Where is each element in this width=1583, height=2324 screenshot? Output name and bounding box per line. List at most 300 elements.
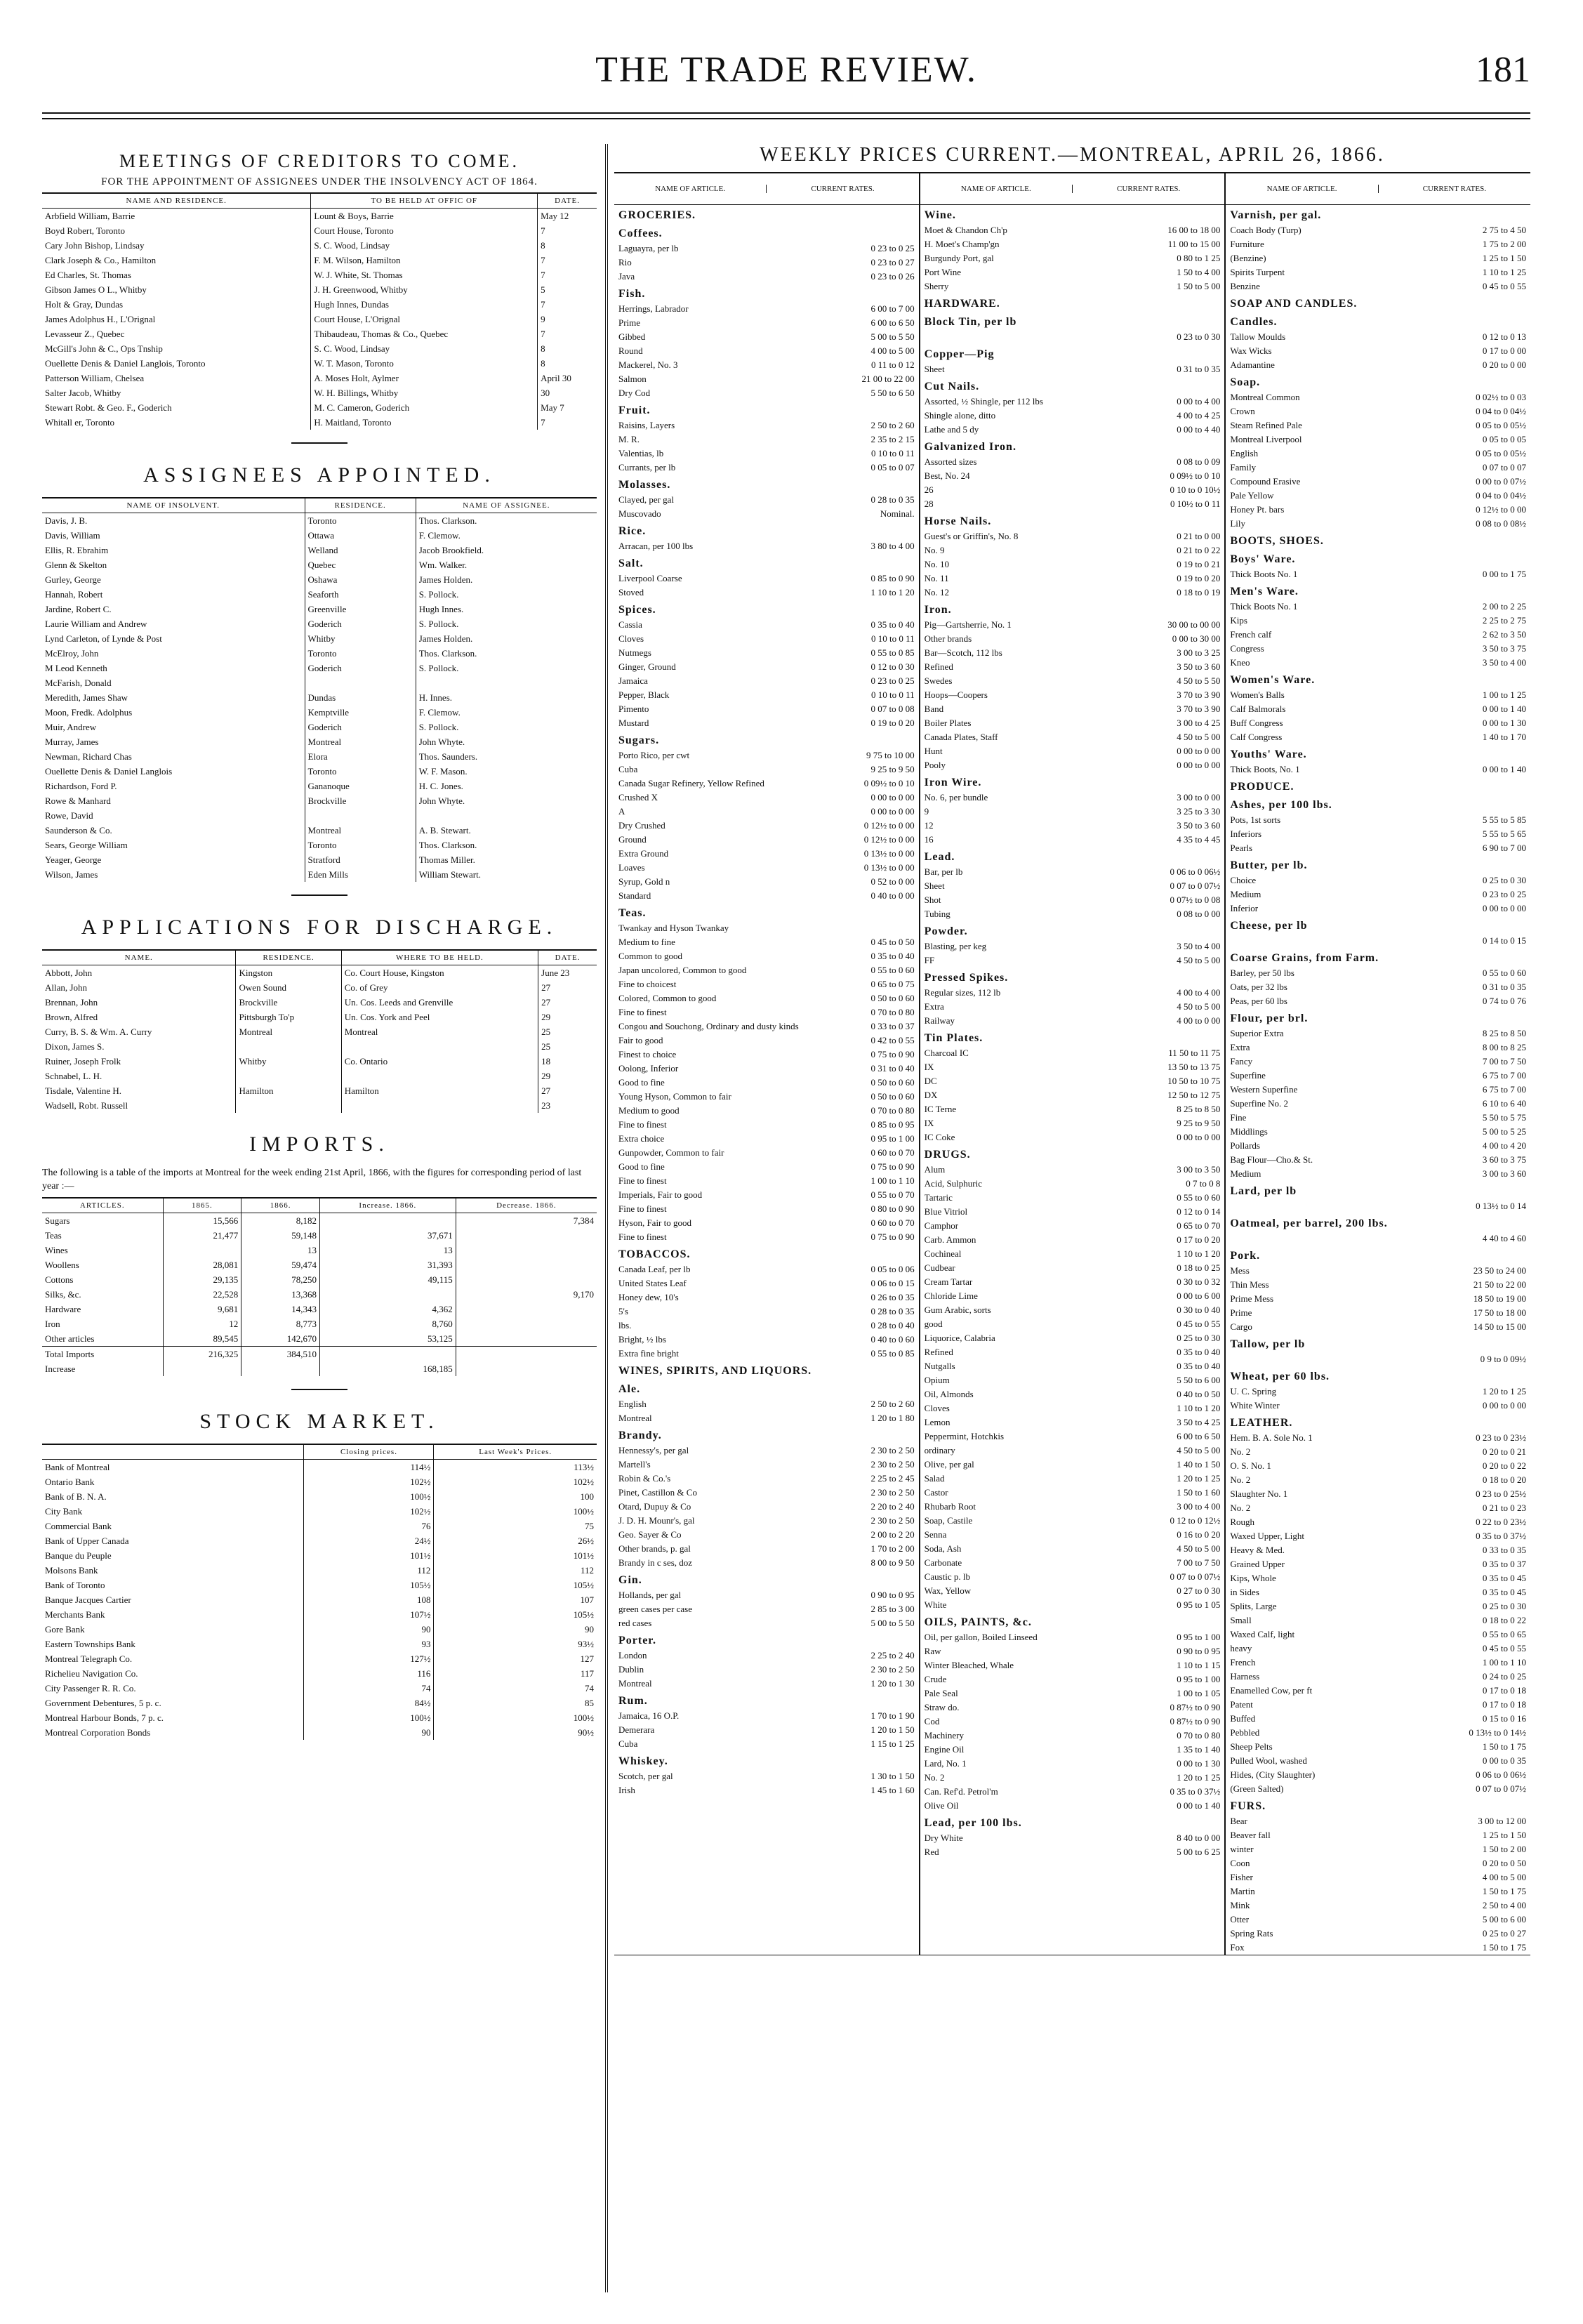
stock-cell: 74	[434, 1681, 597, 1696]
price-item-rate: 8 00 to 8 25	[1482, 1042, 1527, 1052]
table-row	[42, 1474, 597, 1489]
price-item-name: Canada Leaf, per lb	[618, 1264, 691, 1274]
assignees-cell: Gurley, George	[45, 574, 101, 585]
price-item	[614, 646, 919, 660]
price-item-rate: 0 00 to 0 00	[1177, 1132, 1221, 1142]
price-item-rate: 0 23 to 0 30	[1177, 331, 1221, 342]
stock-cell: Banque du Peuple	[45, 1550, 112, 1561]
price-item-name: Rio	[618, 257, 632, 268]
price-item-name: Benzine	[1230, 281, 1260, 291]
imports-cell: 4,362	[319, 1302, 456, 1316]
price-item-name: Raw	[924, 1646, 941, 1656]
price-item	[614, 1146, 919, 1160]
price-item-name: Fine to finest	[618, 1203, 667, 1214]
price-item	[920, 1584, 1225, 1598]
price-item-name: Charcoal IC	[924, 1048, 969, 1058]
imports-cell: 31,393	[319, 1257, 456, 1272]
meetings-cell: H. Maitland, Toronto	[311, 415, 538, 430]
discharge-cell: Pittsburgh To'p	[236, 1010, 341, 1024]
meetings-cell: 8	[538, 238, 597, 253]
price-item	[1226, 980, 1530, 994]
divider	[291, 442, 347, 444]
price-item	[920, 483, 1225, 497]
price-item-name: Common to good	[618, 951, 683, 961]
price-category: Copper—Pig	[924, 348, 995, 360]
price-item-rate: 0 20 to 0 00	[1482, 359, 1527, 370]
price-item	[1226, 1712, 1530, 1726]
price-item-name: Mackerel, No. 3	[618, 359, 678, 370]
price-item	[1226, 1167, 1530, 1181]
price-item-name: Montreal Liverpool	[1230, 434, 1302, 444]
stock-cell: 26½	[434, 1533, 597, 1548]
price-item-rate: 0 50 to 0 60	[870, 1077, 915, 1088]
assignees-cell: Muir, Andrew	[45, 722, 97, 732]
price-item-name: Camphor	[924, 1220, 959, 1231]
price-item-rate: 0 65 to 0 75	[870, 979, 915, 989]
price-item-rate: 0 06 to 0 06½	[1476, 1769, 1527, 1780]
price-item-rate: 3 00 to 3 50	[1177, 1164, 1221, 1175]
price-item-rate: 0 23 to 0 25½	[1476, 1488, 1527, 1499]
imports-increase-label: Increase	[45, 1364, 76, 1374]
price-item-rate: 1 25 to 1 50	[1482, 253, 1527, 263]
assignees-cell: Wm. Walker.	[416, 557, 597, 572]
price-item-name: Assorted, ½ Shingle, per 112 lbs	[924, 396, 1043, 407]
stock-cell: 90	[304, 1622, 434, 1637]
price-item-rate: 0 00 to 1 40	[1177, 1800, 1221, 1811]
price-item	[614, 748, 919, 762]
discharge-cell: Montreal	[236, 1024, 341, 1039]
price-item-name: IX	[924, 1062, 934, 1072]
price-item-rate: 0 55 to 0 85	[870, 647, 915, 658]
price-item	[1226, 642, 1530, 656]
price-item	[614, 507, 919, 521]
price-item-name: Hides, (City Slaughter)	[1230, 1769, 1316, 1780]
stock-cell: 127½	[304, 1651, 434, 1666]
discharge-cell: Ruiner, Joseph Frolk	[45, 1056, 121, 1067]
price-item-rate: 0 19 to 0 21	[1177, 559, 1221, 569]
assignees-cell: Davis, J. B.	[45, 515, 88, 526]
price-item	[920, 1729, 1225, 1743]
price-item	[920, 1672, 1225, 1686]
price-item-rate: 0 35 to 0 40	[1177, 1361, 1221, 1371]
price-item-rate: 9 75 to 10 00	[866, 750, 915, 760]
price-item	[920, 1514, 1225, 1528]
price-item-rate: 0 18 to 0 25	[1177, 1262, 1221, 1273]
stock-cell: 112	[434, 1563, 597, 1578]
stock-cell: 76	[304, 1519, 434, 1533]
price-category: Coarse Grains, from Farm.	[1230, 952, 1379, 964]
price-item	[1226, 1754, 1530, 1768]
table-row	[42, 1696, 597, 1710]
discharge-cell: Owen Sound	[236, 980, 341, 995]
price-item-rate: 6 75 to 7 00	[1482, 1070, 1527, 1081]
discharge-cell	[341, 1039, 538, 1054]
price-item-rate: 1 00 to 1 10	[1482, 1657, 1527, 1668]
price-item-rate: 0 42 to 0 55	[870, 1035, 915, 1045]
price-item	[920, 1686, 1225, 1701]
price-item-rate: 0 17 to 0 18	[1482, 1699, 1527, 1710]
price-item-rate: 0 90 to 0 95	[870, 1590, 915, 1600]
price-category: SOAP AND CANDLES.	[1230, 298, 1358, 310]
price-item-name: Japan uncolored, Common to good	[618, 965, 747, 975]
discharge-cell: Abbott, John	[45, 968, 93, 978]
price-item-name: Enamelled Cow, per ft	[1230, 1685, 1313, 1696]
stock-cell: 116	[304, 1666, 434, 1681]
stock-cell: Bank of Upper Canada	[45, 1536, 129, 1546]
price-item-name: Calf Congress	[1230, 732, 1283, 742]
price-item	[614, 1276, 919, 1290]
table-row	[42, 1710, 597, 1725]
price-item	[920, 632, 1225, 646]
assignees-cell: H. C. Jones.	[416, 779, 597, 793]
price-category: Powder.	[924, 925, 968, 937]
table-row	[42, 1622, 597, 1637]
price-item	[920, 1275, 1225, 1289]
price-item-name: Imperials, Fair to good	[618, 1189, 703, 1200]
price-item-rate: 0 00 to 0 00	[1177, 746, 1221, 756]
imports-cell: 8,773	[241, 1316, 320, 1331]
price-item-rate: 0 17 to 0 20	[1177, 1234, 1221, 1245]
imports-cell: 15,566	[163, 1213, 241, 1229]
price-item-name: Mink	[1230, 1900, 1250, 1910]
table-row	[42, 1213, 597, 1229]
price-item-rate: 1 50 to 1 75	[1482, 1942, 1527, 1953]
table-row	[42, 646, 597, 661]
price-item-rate: 0 21 to 0 00	[1177, 531, 1221, 541]
price-item	[614, 1333, 919, 1347]
stock-cell: Commercial Bank	[45, 1521, 112, 1531]
price-item-name: M. R.	[618, 434, 640, 444]
price-item-name: Assorted sizes	[924, 456, 977, 467]
price-item-rate: 0 07 to 0 08	[870, 704, 915, 714]
price-item-name: Peas, per 60 lbs	[1230, 996, 1287, 1006]
price-item	[614, 777, 919, 791]
table-row	[42, 1651, 597, 1666]
price-item-rate: 1 45 to 1 60	[870, 1785, 915, 1795]
price-item-rate: 3 00 to 4 25	[1177, 718, 1221, 728]
price-item-rate: 1 20 to 1 30	[870, 1678, 915, 1689]
price-item	[920, 744, 1225, 758]
imports-cell: Cottons	[45, 1274, 74, 1285]
price-item	[614, 1737, 919, 1751]
price-item	[614, 1090, 919, 1104]
price-item	[1226, 237, 1530, 251]
table-row	[42, 1592, 597, 1607]
meetings-cell: Clark Joseph & Co., Hamilton	[45, 255, 157, 265]
stock-cell: 100½	[304, 1710, 434, 1725]
imports-cell	[456, 1228, 597, 1243]
price-item-name: Small	[1230, 1615, 1252, 1625]
price-item-name: Dublin	[618, 1664, 644, 1675]
price-item-name: O. S. No. 1	[1230, 1460, 1271, 1471]
imports-total-label: Total Imports	[45, 1349, 95, 1359]
imports-cell: 78,250	[241, 1272, 320, 1287]
price-item	[1226, 1125, 1530, 1139]
discharge-cell	[236, 1098, 341, 1113]
price-item	[1226, 1642, 1530, 1656]
price-item-rate: 4 00 to 4 20	[1482, 1140, 1527, 1151]
price-item-name: Gunpowder, Common to fair	[618, 1147, 724, 1158]
discharge-cell: Un. Cos. Leeds and Grenville	[341, 995, 538, 1010]
stock-cell: City Passenger R. R. Co.	[45, 1683, 136, 1694]
price-item	[1226, 1828, 1530, 1842]
price-item	[1226, 1352, 1530, 1366]
table-row	[42, 779, 597, 793]
page-header	[42, 49, 1530, 112]
price-item	[920, 1644, 1225, 1658]
table-row	[42, 1287, 597, 1302]
price-item-name: No. 2	[1230, 1446, 1251, 1457]
price-category: Cut Nails.	[924, 381, 980, 392]
assignees-cell: Meredith, James Shaw	[45, 692, 128, 703]
price-category: Block Tin, per lb	[924, 316, 1017, 328]
price-item-rate: 3 00 to 3 60	[1482, 1168, 1527, 1179]
stock-cell: 107½	[304, 1607, 434, 1622]
price-item	[920, 986, 1225, 1000]
price-item-rate: 7 00 to 7 50	[1482, 1056, 1527, 1067]
price-item-rate: 6 00 to 7 00	[870, 303, 915, 314]
meetings-column-header: DATE.	[538, 193, 597, 209]
price-item-rate: 0 23 to 0 25	[870, 675, 915, 686]
price-item-name: No. 2	[1230, 1503, 1251, 1513]
price-item	[1226, 1431, 1530, 1445]
price-item-name: Fox	[1230, 1942, 1245, 1953]
assignees-cell: Greenville	[305, 602, 416, 616]
price-item	[614, 991, 919, 1005]
discharge-cell: Tisdale, Valentine H.	[45, 1085, 122, 1096]
price-item-name: Prime Mess	[1230, 1293, 1274, 1304]
price-item-name: White	[924, 1599, 947, 1610]
price-item-name: Fine to choicest	[618, 979, 677, 989]
assignees-cell: S. Pollock.	[416, 587, 597, 602]
imports-cell: 9,170	[456, 1287, 597, 1302]
price-item	[614, 1444, 919, 1458]
imports-total-row	[42, 1347, 597, 1362]
price-item	[1226, 1026, 1530, 1041]
price-category: Soap.	[1230, 376, 1261, 388]
assignees-cell: Thomas Miller.	[416, 852, 597, 867]
price-item-rate: 0 70 to 0 80	[870, 1105, 915, 1116]
meetings-cell: 7	[538, 253, 597, 268]
price-item	[920, 455, 1225, 469]
price-item	[1226, 656, 1530, 670]
price-item-rate: 1 70 to 2 00	[870, 1543, 915, 1554]
price-item	[614, 572, 919, 586]
price-item-rate: 9 25 to 9 50	[870, 764, 915, 774]
price-item-name: Extra	[924, 1001, 944, 1012]
price-item-name: green cases per case	[618, 1604, 693, 1614]
assignees-cell: Stratford	[305, 852, 416, 867]
price-item	[614, 1005, 919, 1019]
price-item	[920, 1205, 1225, 1219]
imports-cell: 12	[163, 1316, 241, 1331]
stock-cell: Molsons Bank	[45, 1565, 98, 1576]
price-item-rate: 0 02½ to 0 03	[1476, 392, 1527, 402]
price-item	[1226, 433, 1530, 447]
meetings-cell: J. H. Greenwood, Whitby	[311, 282, 538, 297]
price-item-name: Good to fine	[618, 1161, 665, 1172]
meetings-cell: F. M. Wilson, Hamilton	[311, 253, 538, 268]
imports-total-cell	[319, 1347, 456, 1362]
price-item-name: Superior Extra	[1230, 1028, 1284, 1038]
price-item	[614, 762, 919, 777]
price-item-name: Extra fine bright	[618, 1348, 679, 1359]
price-item-name: Gibbed	[618, 331, 646, 342]
stock-cell: Bank of Montreal	[45, 1462, 110, 1472]
price-item-name: Thick Boots No. 1	[1230, 569, 1298, 579]
price-item-rate: 0 05 to 0 05½	[1476, 420, 1527, 430]
table-row	[42, 995, 597, 1010]
price-item-rate: 0 25 to 0 30	[1177, 1333, 1221, 1343]
imports-cell: Teas	[45, 1230, 62, 1241]
table-row	[42, 385, 597, 400]
divider	[291, 894, 347, 896]
price-item-name: Pig—Gartsherrie, No. 1	[924, 619, 1012, 630]
price-item-rate: 13 50 to 13 75	[1167, 1062, 1221, 1072]
price-item-rate: 0 04 to 0 04½	[1476, 406, 1527, 416]
price-item	[614, 618, 919, 632]
assignees-cell: Quebec	[305, 557, 416, 572]
price-item	[1226, 1927, 1530, 1941]
table-row	[42, 1725, 597, 1740]
price-item	[920, 330, 1225, 344]
price-item	[1226, 1670, 1530, 1684]
price-item-rate: 0 40 to 0 60	[870, 1334, 915, 1345]
price-item-name: Lemon	[924, 1417, 951, 1427]
assignees-cell: Toronto	[305, 646, 416, 661]
discharge-cell: 25	[538, 1024, 597, 1039]
price-item-rate: 1 20 to 1 25	[1482, 1386, 1527, 1397]
price-category: Women's Ware.	[1230, 674, 1316, 686]
price-category: Wine.	[924, 209, 956, 221]
price-item-name: Herrings, Labrador	[618, 303, 689, 314]
assignees-column-header: RESIDENCE.	[305, 498, 416, 513]
stock-cell: Bank of B. N. A.	[45, 1491, 107, 1502]
price-item	[614, 447, 919, 461]
price-item	[1226, 1543, 1530, 1557]
stock-cell: 114½	[304, 1460, 434, 1475]
price-item-name: Geo. Sayer & Co	[618, 1529, 682, 1540]
price-item-rate: 0 55 to 0 70	[870, 1189, 915, 1200]
price-item-rate: 1 10 to 1 20	[870, 587, 915, 597]
price-item-rate: 3 70 to 3 90	[1177, 689, 1221, 700]
assignees-cell: Seaforth	[305, 587, 416, 602]
price-item	[920, 279, 1225, 293]
price-category: Coffees.	[618, 227, 663, 239]
price-item-rate: 4 00 to 4 00	[1177, 987, 1221, 998]
price-item-rate: 0 35 to 0 40	[870, 619, 915, 630]
assignees-cell: Saunderson & Co.	[45, 825, 112, 836]
price-item-name: Cloves	[924, 1403, 950, 1413]
discharge-cell: 29	[538, 1069, 597, 1083]
price-item	[920, 1458, 1225, 1472]
discharge-column-header: WHERE TO BE HELD.	[341, 950, 538, 965]
meetings-cell: May 12	[538, 209, 597, 224]
price-column-header	[1226, 173, 1530, 205]
price-item	[614, 539, 919, 553]
price-item-rate: 0 35 to 0 45	[1482, 1587, 1527, 1597]
price-item-rate: 0 25 to 0 30	[1482, 1601, 1527, 1611]
price-item-rate: 18 50 to 19 00	[1473, 1293, 1527, 1304]
price-item	[920, 1373, 1225, 1387]
price-item-rate: 0 95 to 1 00	[1177, 1632, 1221, 1642]
meetings-cell: Ed Charles, St. Thomas	[45, 270, 131, 280]
assignees-cell	[416, 808, 597, 823]
imports-cell	[163, 1243, 241, 1257]
imports-cell: 7,384	[456, 1213, 597, 1229]
price-item	[1226, 887, 1530, 902]
price-item	[920, 1785, 1225, 1799]
price-category: Lard, per lb	[1230, 1185, 1297, 1197]
price-category: HARDWARE.	[924, 298, 1000, 310]
table-row	[42, 1054, 597, 1069]
price-item-name: Clayed, per gal	[618, 494, 675, 505]
imports-cell: Other articles	[45, 1333, 95, 1344]
price-item-name: Pale Yellow	[1230, 490, 1274, 501]
price-item-name: Acid, Sulphuric	[924, 1178, 982, 1189]
price-item-rate: 0 13½ to 0 00	[863, 848, 915, 859]
price-item-name: White Winter	[1230, 1400, 1280, 1411]
imports-cell: 59,148	[241, 1228, 320, 1243]
price-item	[1226, 1585, 1530, 1599]
stock-cell: 105½	[304, 1578, 434, 1592]
price-item-name: Syrup, Gold n	[618, 876, 670, 887]
price-item-name: Bag Flour—Cho.& St.	[1230, 1154, 1313, 1165]
table-row	[42, 341, 597, 356]
stock-column-header: Last Week's Prices.	[434, 1444, 597, 1460]
price-item	[614, 344, 919, 358]
discharge-cell	[341, 1098, 538, 1113]
price-item	[920, 702, 1225, 716]
header-rule	[42, 112, 1530, 114]
meetings-cell: Arbfield William, Barrie	[45, 211, 135, 221]
price-item	[1226, 1320, 1530, 1334]
assignees-cell: Ottawa	[305, 528, 416, 543]
price-item	[1226, 503, 1530, 517]
price-category: Spices.	[618, 604, 656, 616]
assignees-cell: Rowe, David	[45, 810, 93, 821]
price-item	[614, 433, 919, 447]
price-item-rate: 0 11 to 0 12	[871, 359, 915, 370]
price-item	[920, 730, 1225, 744]
price-item-name: Boiler Plates	[924, 718, 972, 728]
price-item-rate: 1 20 to 1 25	[1177, 1772, 1221, 1783]
price-item-name: Ginger, Ground	[618, 661, 676, 672]
price-item-rate: 1 10 to 1 25	[1482, 267, 1527, 277]
price-item	[920, 237, 1225, 251]
price-item-name: Fine to finest	[618, 1119, 667, 1130]
price-item	[614, 1486, 919, 1500]
price-item-rate: 2 25 to 2 75	[1482, 615, 1527, 626]
table-row	[42, 965, 597, 981]
price-item	[1226, 1814, 1530, 1828]
stock-cell: 105½	[434, 1607, 597, 1622]
price-item	[614, 1160, 919, 1174]
price-category: Lead.	[924, 851, 955, 863]
assignees-cell: McFarish, Donald	[45, 678, 112, 688]
stock-cell: 85	[434, 1696, 597, 1710]
price-item	[614, 1411, 919, 1425]
price-item	[614, 358, 919, 372]
price-item-name: Thin Mess	[1230, 1279, 1269, 1290]
price-category: Varnish, per gal.	[1230, 209, 1322, 221]
price-item	[614, 418, 919, 433]
assignees-cell: Thos. Clarkson.	[416, 513, 597, 529]
price-item	[614, 716, 919, 730]
price-item-name: Valentias, lb	[618, 448, 664, 458]
price-item-rate: 3 00 to 0 00	[1177, 792, 1221, 803]
stock-cell: 101½	[304, 1548, 434, 1563]
